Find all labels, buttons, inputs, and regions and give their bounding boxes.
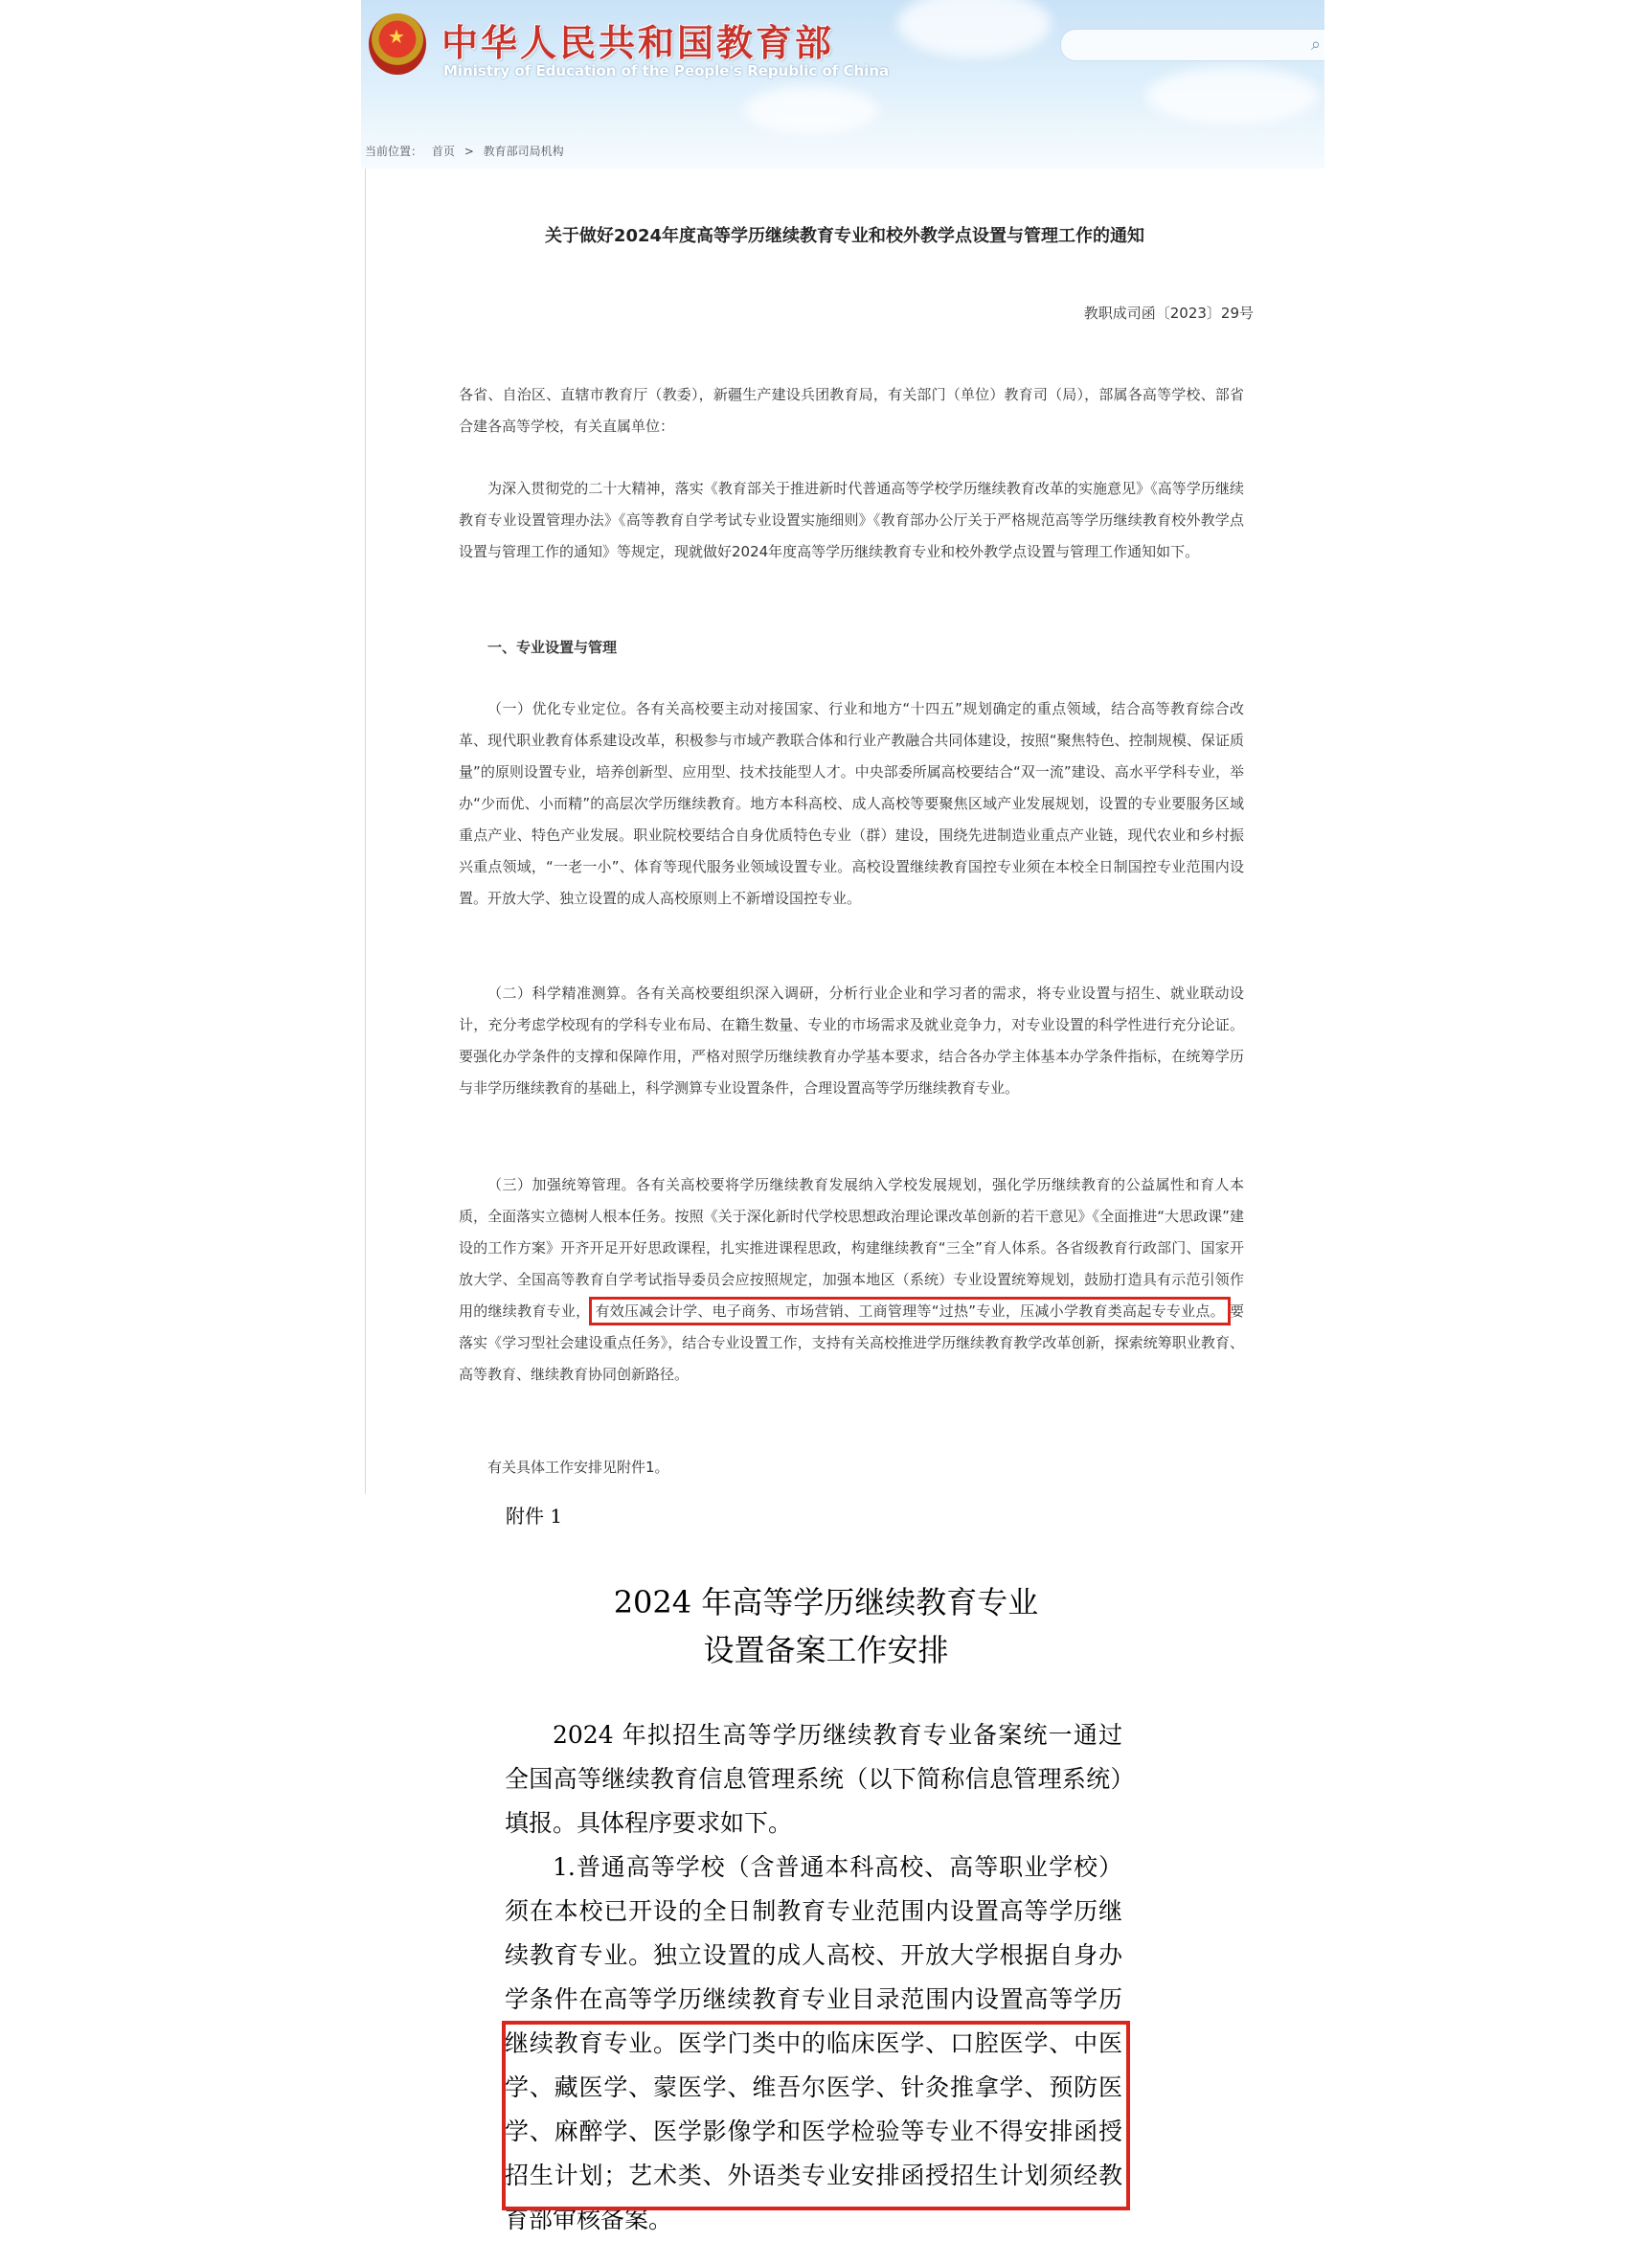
attachment-paragraph-1: 2024 年拟招生高等学历继续教育专业备案统一通过全国高等继续教育信息管理系统（以下简称信息管理系统）填报。具体程序要求如下。 bbox=[505, 1721, 1122, 1837]
site-header bbox=[361, 0, 1324, 169]
article-title: 关于做好2024年度高等学历继续教育专业和校外教学点设置与管理工作的通知 bbox=[544, 226, 1145, 246]
attachment-label: 附件 1 bbox=[506, 1505, 563, 1528]
paragraph-3 bbox=[459, 1169, 1244, 1391]
paragraph-1: （一）优化专业定位。各有关高校要主动对接国家、行业和地方“十四五”规划确定的重点领域，结合高等教育综合改革、现代职业教育体系建设改革，积极参与市域产教联合体和行业产教融合共同体建设，按照“聚焦特色、控制规模、保证质量”的原则设置专业，培养创新型、应用型、技术技能型人才。中央部委所属高校要结合“双一流”建设、高水平学科专业，举办“少而优、小而精”的高层次学历继续教育。地方本科高校、成人高校等要聚焦区域产业发展规划，设置的专业要服务区域重点产业、特色产业发展。职业院校要结合自身优质特色专业（群）建设，围绕先进制造业重点产业链，现代农业和乡村振兴重点领域，“一老一小”、体育等现代服务业领域设置专业。高校设置继续教育国控专业须在本校全日制国控专业范围内设置。开放大学、独立设置的成人高校原则上不新增设国控专业。 bbox=[459, 700, 1244, 907]
breadcrumb-separator: > bbox=[464, 145, 474, 158]
attachment-highlighted-text: 医学门类中的临床医学、口腔医学、中医学、藏医学、蒙医学、维吾尔医学、针灸推拿学、预防医学、麻醉学、医学影像学和医学检验等专业不得安排函授招生计划；艺术类、外语类专业安排函授招生计划须经教育部审核备案。 bbox=[505, 2029, 1122, 2233]
search-input[interactable] bbox=[1060, 29, 1324, 61]
search-icon[interactable]: ⌕ bbox=[1311, 34, 1322, 55]
attachment-title-line-1: 2024 年高等学历继续教育专业 bbox=[613, 1584, 1039, 1620]
breadcrumb-label: 当前位置： bbox=[365, 145, 423, 158]
section-heading: 一、专业设置与管理 bbox=[487, 639, 618, 656]
paragraph-2: （二）科学精准测算。各有关高校要组织深入调研，分析行业企业和学习者的需求，将专业设置与招生、就业联动设计，充分考虑学校现有的学科专业布局、在籍生数量、专业的市场需求及就业竞争力，对专业设置的科学性进行充分论证。要强化办学条件的支撑和保障作用，严格对照学历继续教育办学基本要求，结合各办学主体基本办学条件指标，在统筹学历与非学历继续教育的基础上，科学测算专业设置条件，合理设置高等学历继续教育专业。 bbox=[459, 985, 1244, 1097]
addressee-paragraph: 各省、自治区、直辖市教育厅（教委），新疆生产建设兵团教育局，有关部门（单位）教育司（局），部属各高等学校、部省合建各高等学校，有关直属单位： bbox=[459, 386, 1244, 435]
paragraph-3-text-end: 要落实《学习型社会建设重点任务》，结合专业设置工作，支持有关高校推进学历继续教育教学改革创新，探索统筹职业教育、高等教育、继续教育协同创新路径。 bbox=[459, 1302, 1244, 1383]
attachment-highlight-box bbox=[502, 2021, 1130, 2210]
article-content bbox=[365, 169, 1324, 1494]
highlighted-text: 有效压减会计学、电子商务、市场营销、工商管理等“过热”专业，压减小学教育类高起专专业点。 bbox=[595, 1302, 1225, 1320]
paragraph-4: 有关具体工作安排见附件1。 bbox=[487, 1459, 669, 1476]
site-title: 中华人民共和国教育部 bbox=[441, 22, 835, 64]
paragraph-3-text: （三）加强统筹管理。各有关高校要将学历继续教育发展纳入学校发展规划，强化学历继续教育的公益属性和育人本质，全面落实立德树人根本任务。按照《关于深化新时代学校思想政治理论课改革创新的若干意见》《全面推进“大思政课”建设的工作方案》开齐开足开好思政课程，扎实推进课程思政，构建继续教育“三全”育人体系。各省级教育行政部门、国家开放大学、全国高等教育自学考试指导委员会应按照规定，加强本地区（系统）专业设置统筹规划，鼓励打造具有示范引领作用的继续教育专业， bbox=[459, 1176, 1244, 1320]
intro-paragraph: 为深入贯彻党的二十大精神，落实《教育部关于推进新时代普通高等学校学历继续教育改革的实施意见》《高等学历继续教育专业设置管理办法》《高等教育自学考试专业设置实施细则》《教育部办公厅关于严格规范高等学历继续教育校外教学点设置与管理工作的通知》等规定，现就做好2024年度高等学历继续教育专业和校外教学点设置与管理工作通知如下。 bbox=[459, 480, 1244, 560]
site-subtitle: Ministry of Education of the People's Republic of China bbox=[443, 62, 890, 79]
ministry-website-screenshot bbox=[361, 0, 1324, 1494]
breadcrumb-home-link[interactable]: 首页 bbox=[431, 145, 455, 158]
breadcrumb bbox=[365, 143, 570, 159]
breadcrumb-current-link[interactable]: 教育部司局机构 bbox=[483, 145, 564, 158]
attachment-paragraph-2-text: 1.普通高等学校（含普通本科高校、高等职业学校）须在本校已开设的全日制教育专业范围内设置高等学历继续教育专业。独立设置的成人高校、开放大学根据自身办学条件在高等学历继续教育专业目录范围内设置高等学历继续教育专业。 bbox=[505, 1853, 1122, 2057]
document-number: 教职成司函〔2023〕29号 bbox=[1083, 305, 1254, 322]
national-emblem-icon: ★ bbox=[369, 13, 426, 75]
attachment-title-line-2: 设置备案工作安排 bbox=[703, 1632, 949, 1668]
